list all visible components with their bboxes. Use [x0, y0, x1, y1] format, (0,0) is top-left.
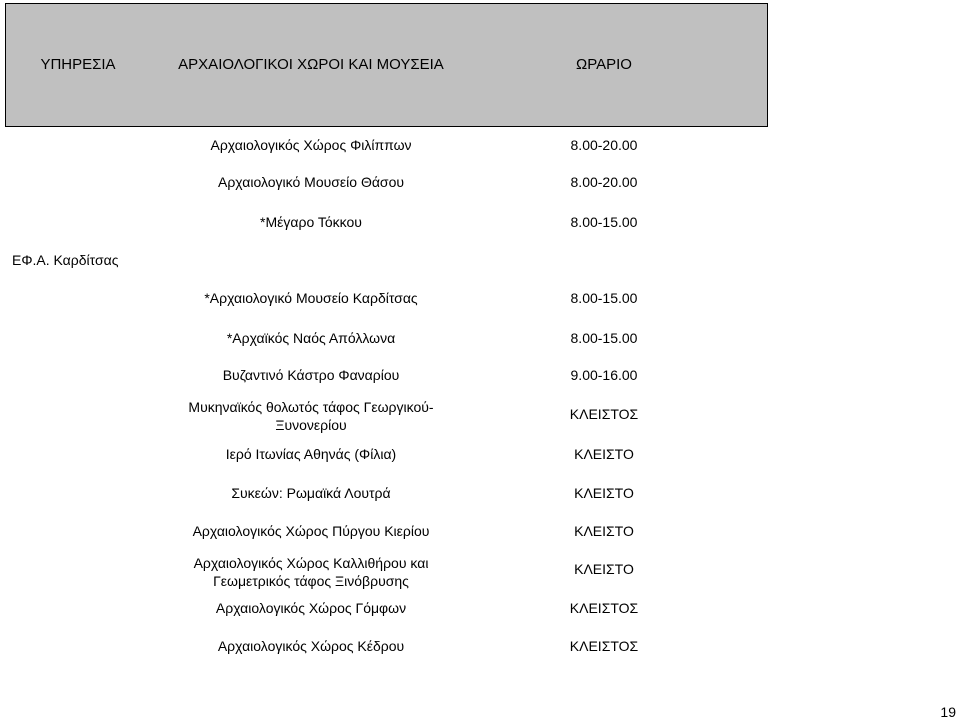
table-row-site: Ιερό Ιτωνίας Αθηνάς (Φίλια) [225, 446, 397, 462]
table-row-site: *Αρχαϊκός Ναός Απόλλωνα [226, 330, 396, 346]
table-row-site: Αρχαιολογικός Χώρος Πύργου Κιερίου [192, 523, 430, 539]
table-row-hours: 8.00-15.00 [570, 290, 638, 306]
header-sites: ΑΡΧΑΙΟΛΟΓΙΚΟΙ ΧΩΡΟΙ ΚΑΙ ΜΟΥΣΕΙΑ [178, 55, 444, 73]
table-row-hours: ΚΛΕΙΣΤΟ [574, 485, 634, 501]
table-row-site: Συκεών: Ρωμαϊκά Λουτρά [231, 485, 391, 501]
table-row-site: Αρχαιολογικό Μουσείο Θάσου [217, 174, 405, 190]
table-row-site: Βυζαντινό Κάστρο Φαναρίου [222, 367, 400, 383]
header-hours: ΩΡΑΡΙΟ [576, 55, 632, 73]
table-row-hours: ΚΛΕΙΣΤΟΣ [569, 638, 639, 654]
table-row-hours: 8.00-15.00 [570, 214, 638, 230]
table-row-site: *Αρχαιολογικό Μουσείο Καρδίτσας [204, 290, 418, 306]
table-row-hours: 8.00-20.00 [570, 174, 638, 190]
table-row-site: Αρχαιολογικός Χώρος Κέδρου [217, 638, 405, 654]
table-row-site: Αρχαιολογικός Χώρος Φιλίππων [210, 137, 412, 153]
table-row-site: Αρχαιολογικός Χώρος Γόμφων [215, 600, 407, 616]
table-row-hours: ΚΛΕΙΣΤΟΣ [569, 600, 639, 616]
table-row-hours: ΚΛΕΙΣΤΟ [574, 446, 634, 462]
table-row-site: Μυκηναϊκός θολωτός τάφος Γεωργικού-Ξυνονερίου [188, 399, 434, 433]
table-row-hours: ΚΛΕΙΣΤΟΣ [569, 406, 639, 422]
table-row-site: *Μέγαρο Τόκκου [260, 214, 362, 230]
table-row-hours: ΚΛΕΙΣΤΟ [574, 523, 634, 539]
page-number: 19 [940, 704, 956, 720]
table-border-right [767, 3, 768, 126]
table-row-hours: 8.00-15.00 [570, 330, 638, 346]
table-border-left [5, 3, 6, 126]
table-border-top [5, 3, 768, 4]
table-row-hours: 9.00-16.00 [570, 367, 638, 383]
header-service: ΥΠΗΡΕΣΙΑ [40, 55, 116, 73]
table-row-hours: ΚΛΕΙΣΤΟ [574, 561, 634, 577]
header-divider [5, 126, 768, 127]
service-group-label: ΕΦ.Α. Καρδίτσας [12, 252, 119, 268]
table-row-hours: 8.00-20.00 [570, 137, 638, 153]
table-row-site: Αρχαιολογικός Χώρος Καλλιθήρου και Γεωμετρικός τάφος Ξινόβρυσης [193, 555, 429, 589]
